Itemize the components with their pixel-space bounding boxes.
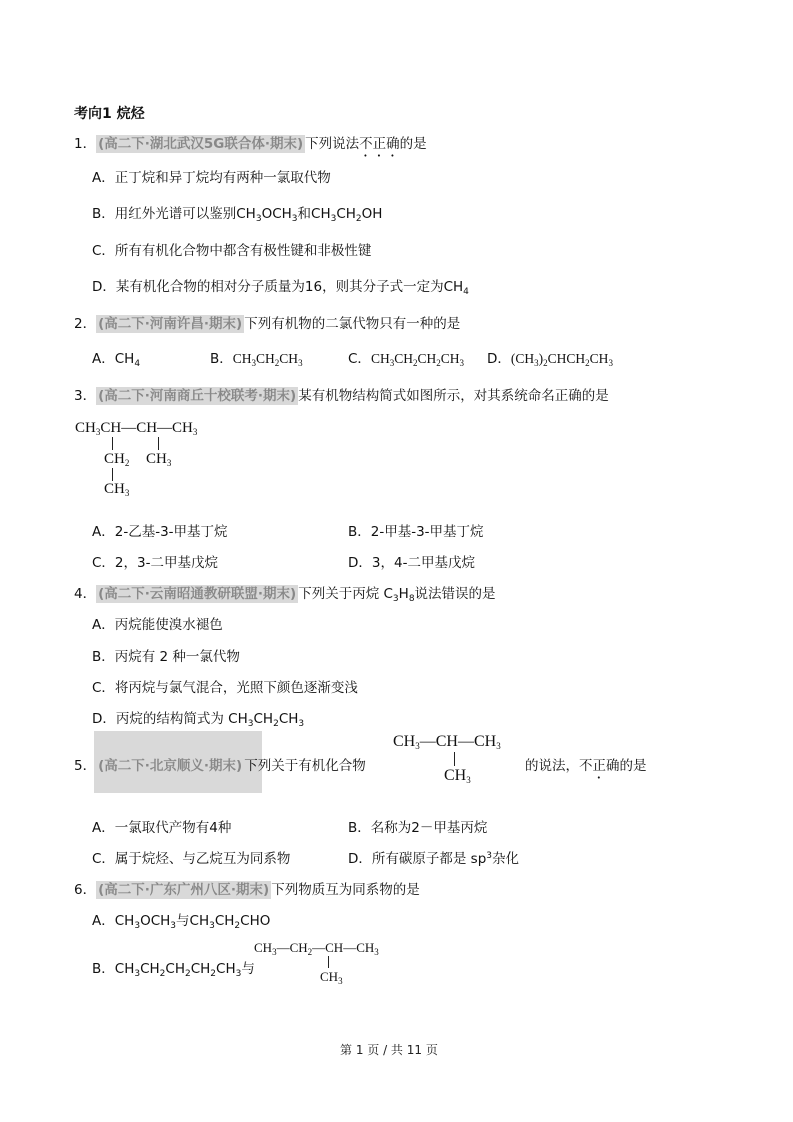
- q2-option-c: C．$CH_3CH_2CH_2CH_3$: [348, 351, 464, 368]
- q1-option-c: C．所有有机化合物中都含有极性键和非极性键: [92, 243, 372, 259]
- q4-option-a: A．丙烷能使溴水褪色: [92, 617, 223, 633]
- q3-option-a: A．2-乙基-3-甲基丁烷: [92, 524, 228, 540]
- stem-text: 下列物质互为同系物的是: [271, 882, 420, 898]
- struct-row-1: $CH_3—CH—CH_3$: [393, 733, 501, 751]
- bond-line: [158, 437, 159, 450]
- question-number: 6．: [74, 882, 97, 898]
- q5-option-d: D．所有碳原子都是 $sp^3$杂化: [348, 851, 520, 867]
- bond-line: [112, 437, 113, 450]
- stem-text: 某有机物结构简式如图所示，对其系统命名正确的是: [298, 388, 609, 404]
- question-3-stem: [74, 384, 609, 404]
- question-5-stem: 5． (高二下·北京顺义·期末) 下列关于有机化合物: [74, 758, 366, 774]
- bond-line: [454, 752, 455, 766]
- question-number: 1．: [74, 136, 97, 152]
- question-number: 5．: [74, 758, 97, 774]
- q4-option-b: B．丙烷有 2 种一氯代物: [92, 649, 240, 665]
- q2-option-d: D．$(CH_3)_2CHCH_2CH_3$: [487, 351, 613, 368]
- q3-option-b: B．2-甲基-3-甲基丁烷: [348, 524, 484, 540]
- q2-option-a: A．$CH_4$: [92, 351, 141, 369]
- bond-line: [328, 956, 329, 968]
- q5-stem-end: 的说法，不正确的是: [525, 758, 647, 774]
- question-2-stem: [74, 312, 460, 332]
- struct-row-3: $CH_3$: [104, 481, 130, 498]
- q6-option-a: A．$CH_3OCH_3$与$CH_3CH_2CHO$: [92, 913, 271, 931]
- question-number: 2．: [74, 316, 97, 332]
- question-source: (高二下·湖北武汉5G联合体·期末): [98, 136, 304, 152]
- q2-option-b: B．$CH_3CH_2CH_3$: [210, 351, 303, 368]
- stem-text: 的是: [399, 136, 427, 152]
- section-title: 考向1 烷烃: [74, 106, 145, 122]
- page-footer: 第 1 页 / 共 11 页: [340, 1043, 438, 1057]
- struct-row-2a: $CH_2$: [104, 451, 130, 468]
- q5-option-a: A．一氯取代产物有4种: [92, 820, 232, 836]
- question-source: (高二下·北京顺义·期末): [98, 758, 243, 774]
- q1-option-b: B．用红外光谱可以鉴别$CH_3OCH_3$和$CH_3CH_2OH$: [92, 206, 383, 224]
- question-source: (高二下·广东广州八区·期末): [98, 882, 270, 898]
- q5-option-b: B．名称为2－甲基丙烷: [348, 820, 488, 836]
- struct-row-1: $CH_3—CH_2—CH—CH_3$: [254, 940, 379, 957]
- q4-option-d: D．丙烷的结构简式为 $CH_3CH_2CH_3$: [92, 711, 305, 729]
- q4-option-c: C．将丙烷与氯气混合，光照下颜色逐渐变浅: [92, 680, 358, 696]
- struct-row-2: $CH_3$: [320, 969, 343, 986]
- stem-text: 下列有机物的二氯代物只有一种的是: [244, 316, 461, 332]
- question-4-stem: 4． (高二下·云南昭通教研联盟·期末) 下列关于丙烷 $C_3H_8$说法错误的是: [74, 586, 496, 604]
- question-1-stem: [74, 132, 427, 160]
- stem-emphasis: 不正确: [359, 136, 400, 152]
- struct-row-2: $CH_3$: [444, 767, 471, 785]
- q1-option-a: A．正丁烷和异丁烷均有两种一氯取代物: [92, 170, 331, 186]
- question-source: (高二下·河南许昌·期末): [98, 316, 243, 332]
- question-6-stem: [74, 878, 420, 898]
- stem-text: 下列说法: [305, 136, 360, 152]
- question-source: (高二下·河南商丘十校联考·期末): [98, 388, 297, 404]
- struct-row-1: $CH_3CH—CH—CH_3$: [75, 420, 198, 437]
- q1-option-d: D．某有机化合物的相对分子质量为16，则其分子式一定为$CH_4$: [92, 279, 469, 297]
- q3-option-d: D．3，4-二甲基戊烷: [348, 555, 475, 571]
- q3-option-c: C．2，3-二甲基戊烷: [92, 555, 218, 571]
- question-number: 4．: [74, 586, 97, 602]
- q5-option-c: C．属于烷烃、与乙烷互为同系物: [92, 851, 291, 867]
- q6-option-b: B．$CH_3CH_2CH_2CH_2CH_3$与: [92, 961, 255, 979]
- question-number: 3．: [74, 388, 97, 404]
- bond-line: [112, 468, 113, 481]
- struct-row-2b: $CH_3$: [146, 451, 172, 468]
- question-source: (高二下·云南昭通教研联盟·期末): [98, 586, 297, 602]
